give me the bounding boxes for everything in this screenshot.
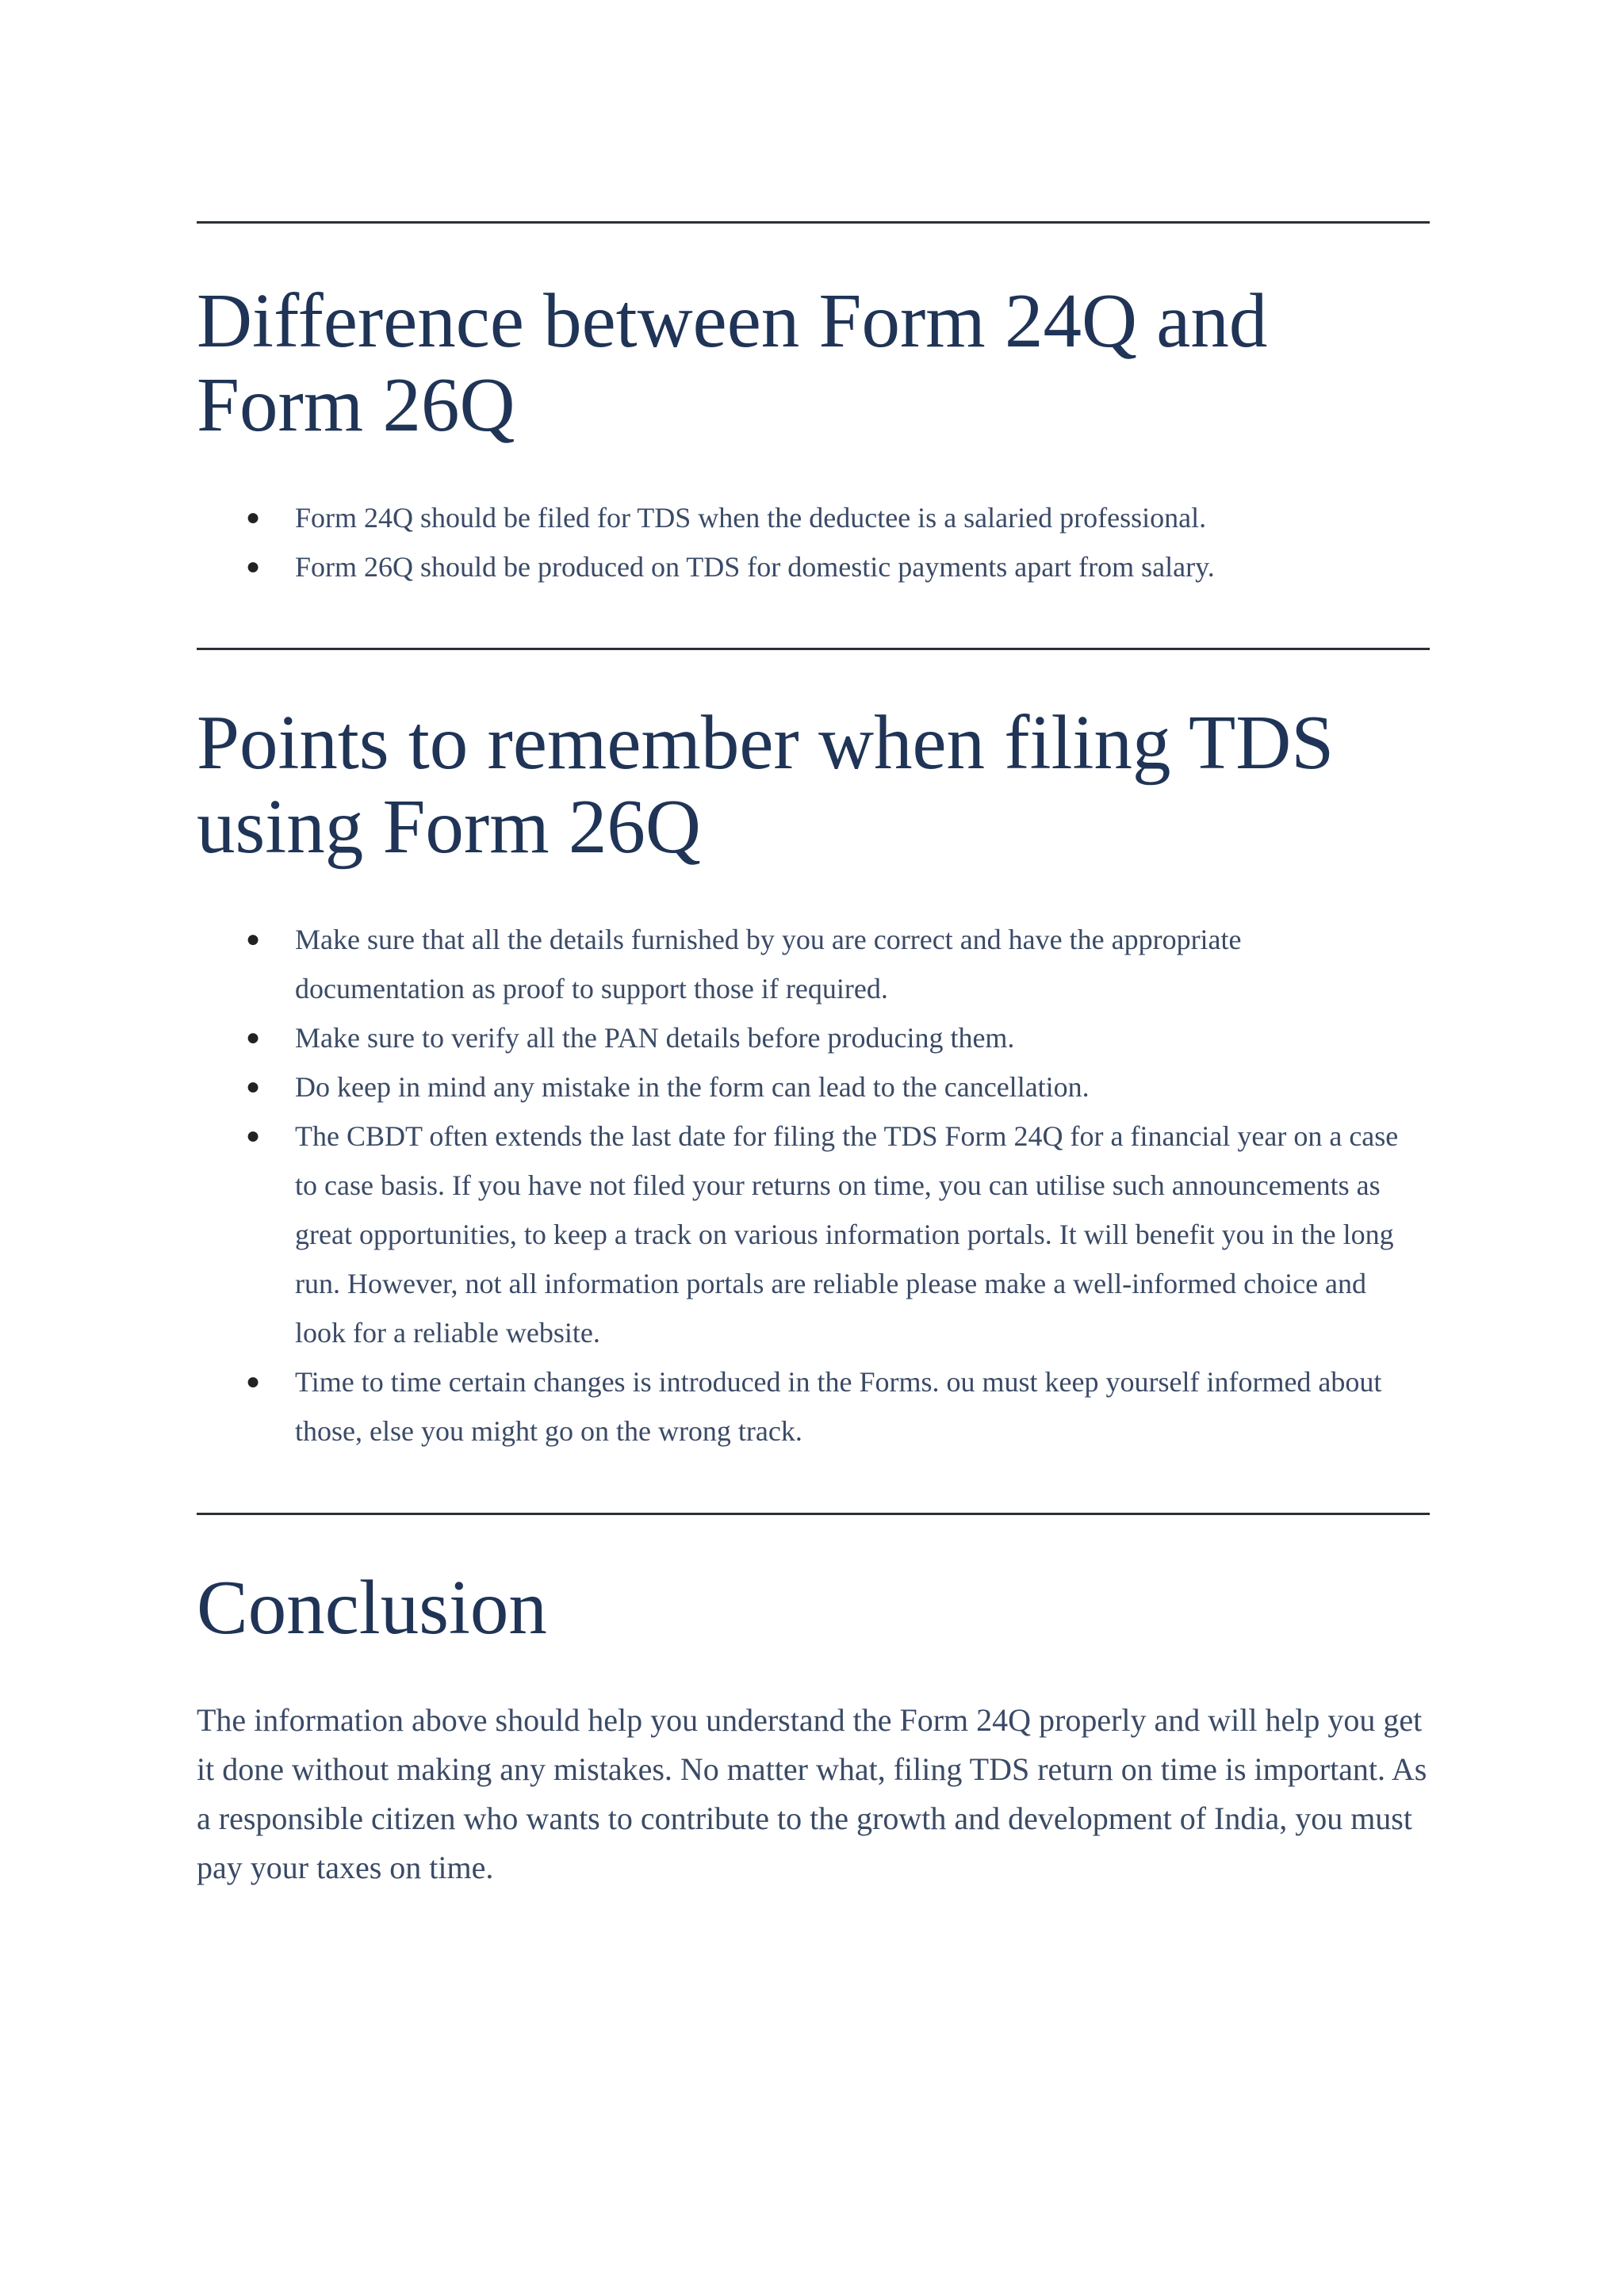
list-item: ● Time to time certain changes is introduced in the Forms. ou must keep yourself informed about those, else you might go on the wrong track. bbox=[197, 1357, 1430, 1456]
section-heading-points: Points to remember when filing TDS using Form 26Q bbox=[197, 700, 1335, 869]
list-item: ● Do keep in mind any mistake in the form can lead to the cancellation. bbox=[197, 1062, 1430, 1112]
section-divider bbox=[197, 221, 1430, 224]
bullet-icon: ● bbox=[246, 504, 261, 530]
bullet-icon: ● bbox=[246, 1368, 261, 1395]
section-divider bbox=[197, 1513, 1430, 1515]
section-divider bbox=[197, 648, 1430, 650]
list-item: ● Form 24Q should be filed for TDS when the deductee is a salaried professional. bbox=[197, 493, 1430, 542]
list-item: ● Make sure that all the details furnished by you are correct and have the appropriate documentation as proof to support those if required. bbox=[197, 915, 1430, 1013]
list-item: ● Make sure to verify all the PAN details before producing them. bbox=[197, 1013, 1430, 1062]
list-item: ● Form 26Q should be produced on TDS for domestic payments apart from salary. bbox=[197, 542, 1430, 591]
section-heading-difference: Difference between Form 24Q and Form 26Q bbox=[197, 278, 1268, 447]
bullet-icon: ● bbox=[246, 926, 261, 952]
bullet-icon: ● bbox=[246, 553, 261, 580]
list-item: ● The CBDT often extends the last date for filing the TDS Form 24Q for a financial year on a case to case basis. If you have not filed your returns on time, you can utilise such announcements as great opportunities, to keep a track on various information portals. It will benefit you in the long run. However, not all information portals are reliable please make a well-informed choice and look for a reliable website. bbox=[197, 1112, 1430, 1357]
difference-list bbox=[197, 493, 1430, 591]
bullet-icon: ● bbox=[246, 1123, 261, 1149]
points-list bbox=[197, 915, 1430, 1456]
conclusion-paragraph: The information above should help you understand the Form 24Q properly and will help you get it done without making any mistakes. No matter what, filing TDS return on time is important. As a responsible citizen who wants to contribute to the growth and development of India, you must pay your taxes on time. bbox=[197, 1702, 1427, 1885]
bullet-icon: ● bbox=[246, 1024, 261, 1050]
bullet-icon: ● bbox=[246, 1073, 261, 1100]
section-heading-conclusion: Conclusion bbox=[197, 1565, 547, 1650]
